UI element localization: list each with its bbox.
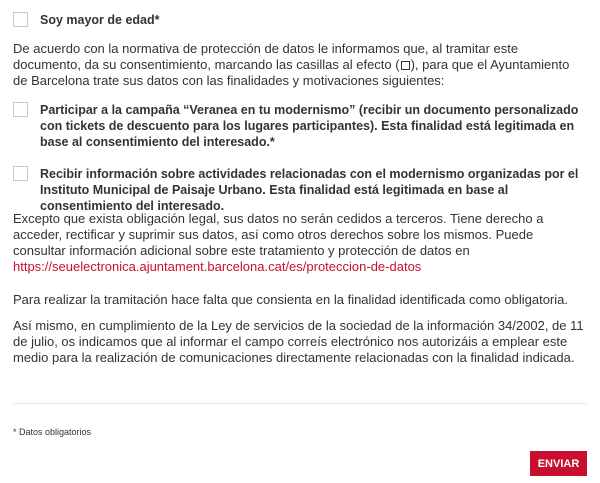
info-consent-row bbox=[13, 166, 600, 214]
info-consent-checkbox[interactable] bbox=[13, 166, 28, 181]
age-consent-label: Soy mayor de edad* bbox=[40, 13, 160, 27]
rights-text bbox=[13, 211, 587, 275]
intro-text-before: De acuerdo con la normativa de protección de datos le informamos que, al tramitar este documento, da su consentimiento, marcando las casillas al efecto ( bbox=[13, 41, 519, 72]
intro-text bbox=[13, 41, 587, 89]
submit-button[interactable]: ENVIAR bbox=[530, 451, 587, 476]
data-protection-link[interactable]: https://seuelectronica.ajuntament.barcelona.cat/es/proteccion-de-datos bbox=[13, 259, 422, 274]
age-consent-row bbox=[13, 12, 600, 28]
required-fields-note: * Datos obligatorios bbox=[13, 427, 92, 437]
campaign-consent-checkbox[interactable] bbox=[13, 102, 28, 117]
rights-text-body: Excepto que exista obligación legal, sus datos no serán cedidos a terceros. Tiene derecho a acceder, rectificar y suprimir sus datos, así como otros derechos sobre los mismos. Puede consultar información adicional sobre este tratamiento y protección de datos en bbox=[13, 211, 544, 258]
age-consent-checkbox[interactable] bbox=[13, 12, 28, 27]
campaign-consent-row bbox=[13, 102, 600, 150]
info-consent-label: Recibir información sobre actividades relacionadas con el modernismo organizadas por el Instituto Municipal de Paisaje Urbano. Esta finalidad está legitimada en base al consentimiento del interesado. bbox=[40, 167, 579, 213]
campaign-consent-label: Participar a la campaña “Veranea en tu modernismo” (recibir un documento personalizado con tickets de descuento para los lugares participantes). Esta finalidad está legitimada en base al consentimiento del interesado.* bbox=[40, 103, 579, 149]
section-divider bbox=[13, 403, 587, 404]
law-text: Así mismo, en cumplimiento de la Ley de servicios de la sociedad de la información 34/2002, de 11 de julio, os indicamos que al informar el campo correís electrónico nos autorizáis a emplear este medio para la realización de comunicaciones directamente relacionadas con la finalidad indicada. bbox=[13, 318, 584, 365]
intro-text-after: ), para que el Ayuntamiento de Barcelona trate sus datos con las finalidades y motivaciones siguientes: bbox=[13, 57, 570, 88]
mandatory-text: Para realizar la tramitación hace falta que consienta en la finalidad identificada como obligatoria. bbox=[13, 292, 568, 307]
checkbox-symbol-icon bbox=[401, 61, 410, 70]
